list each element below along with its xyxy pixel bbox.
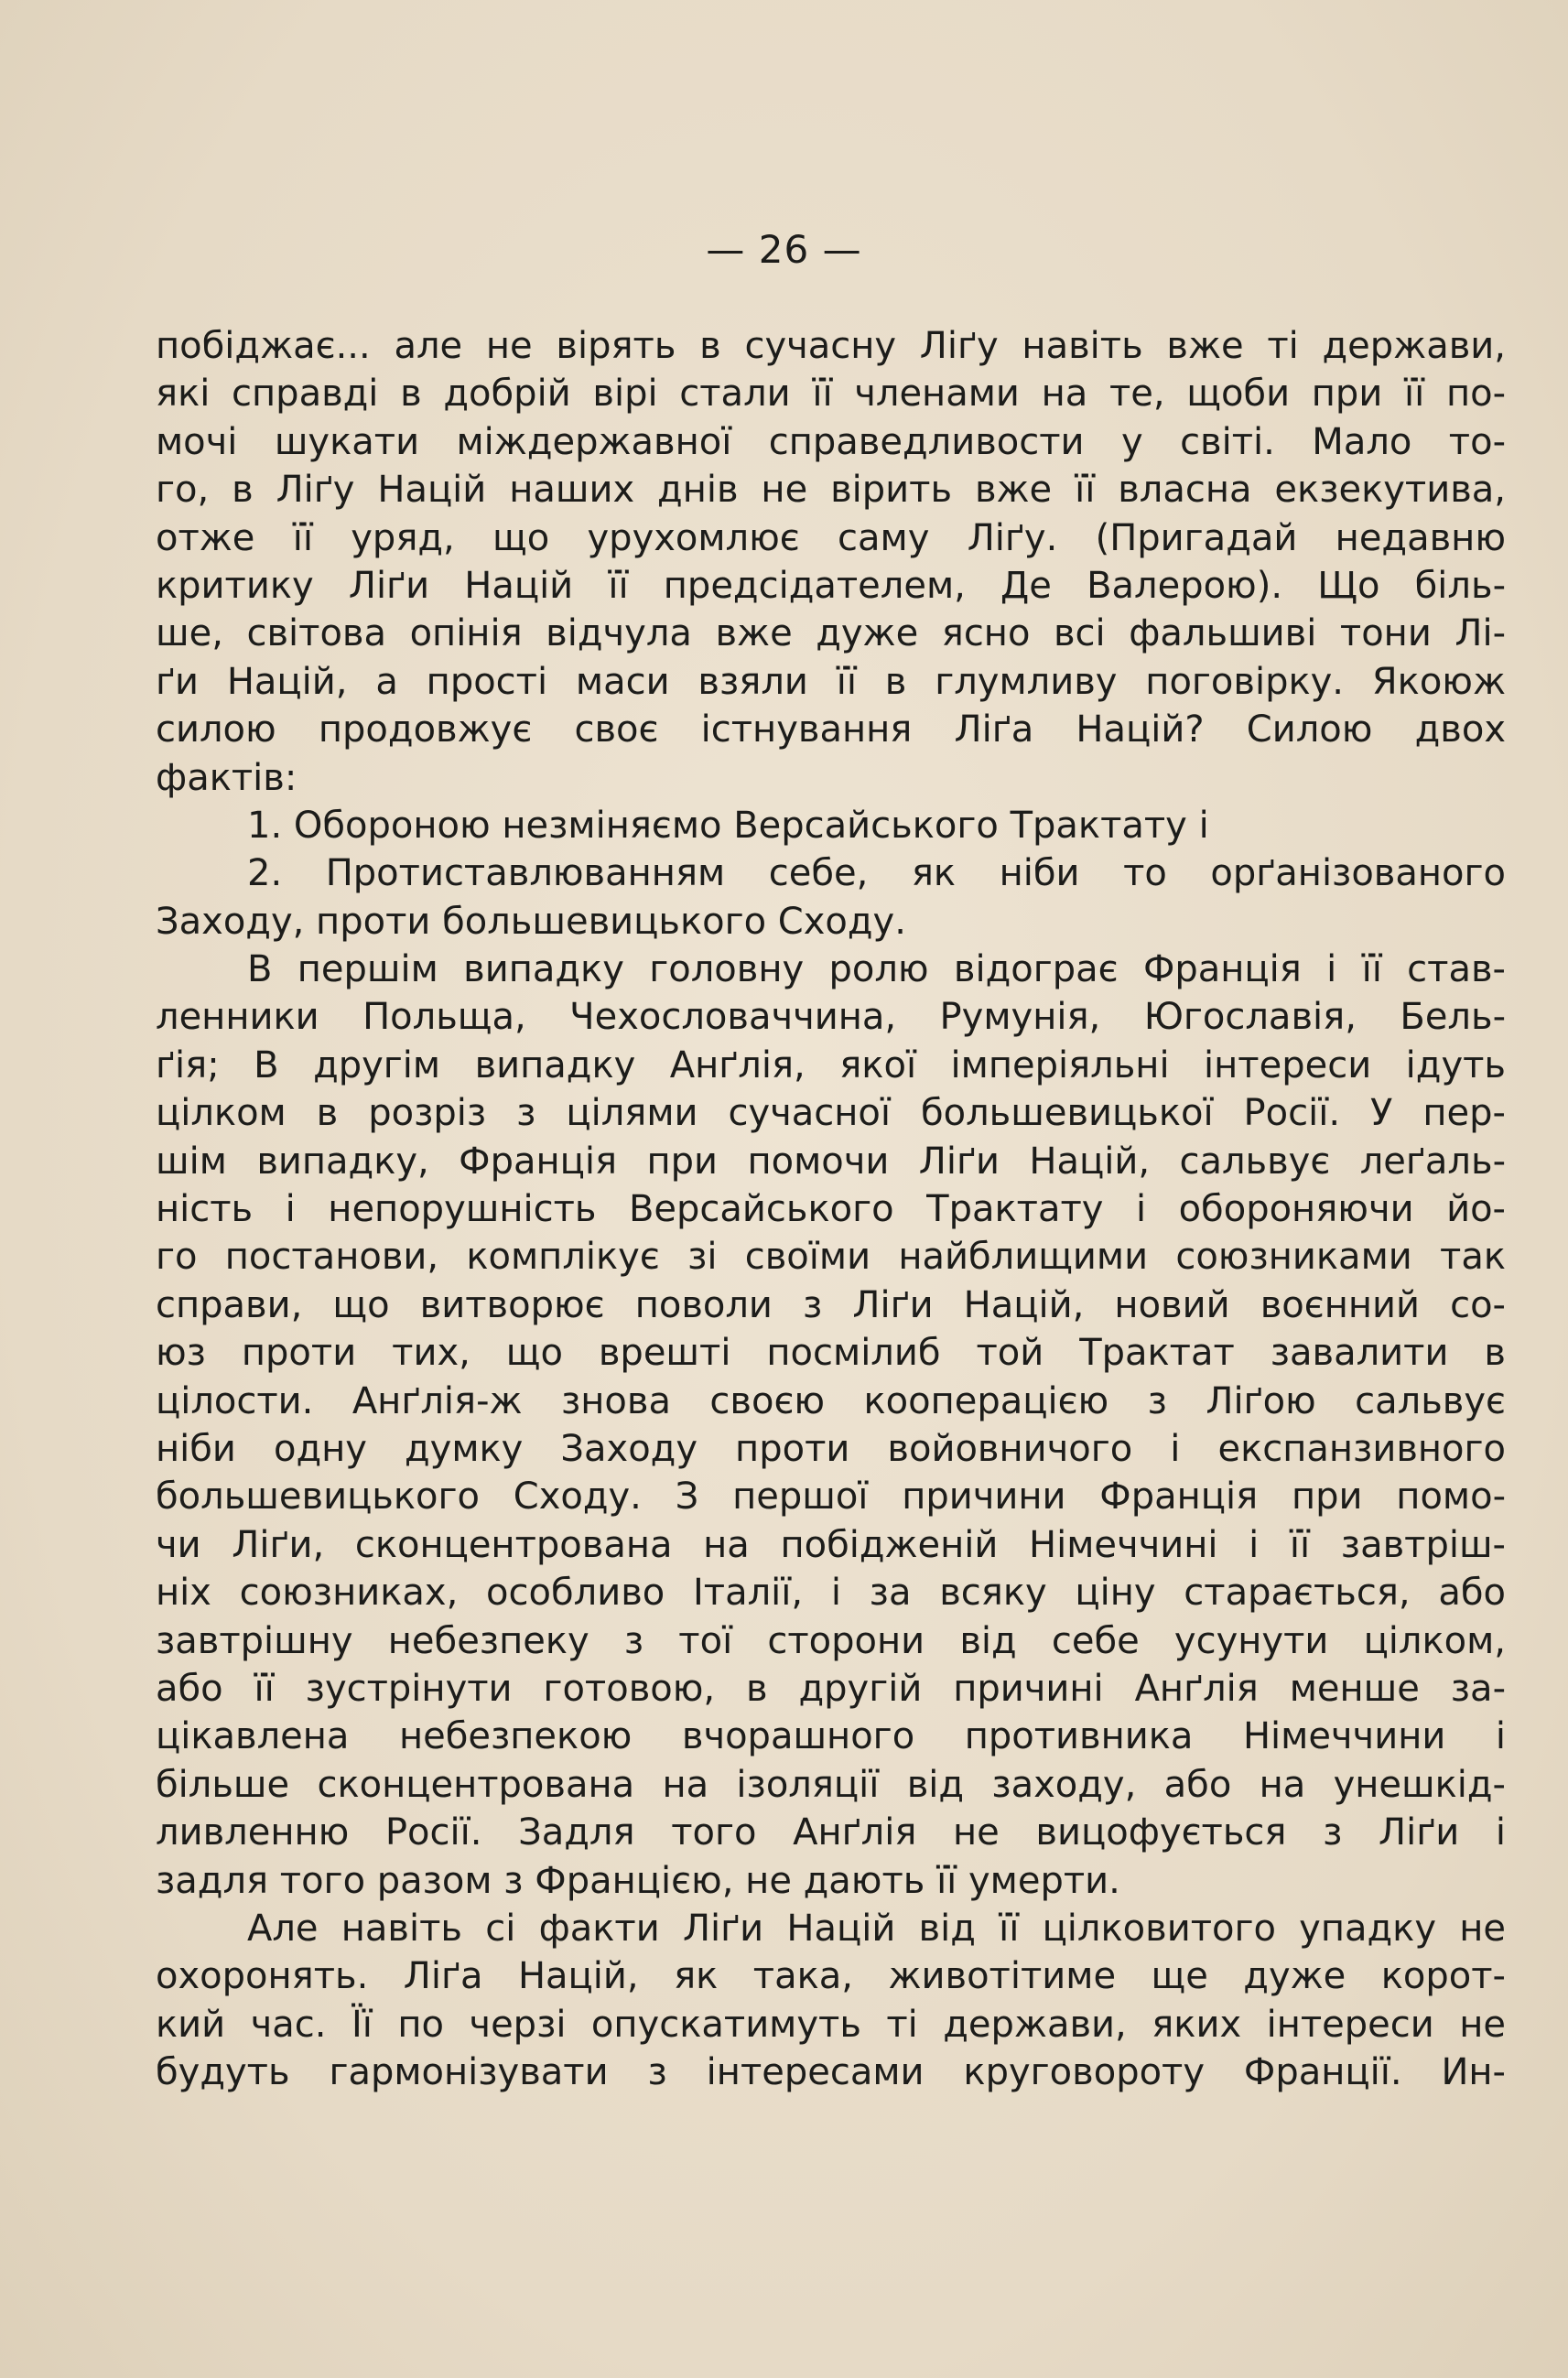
text-line: шім випадку, Франція при помочи Ліґи Націй, сальвує леґаль-	[156, 1140, 1506, 1183]
text-line: мочі шукати міждержавної справедливости у світі. Мало то-	[156, 420, 1506, 463]
text-line: силою продовжує своє істнування Ліґа Націй? Силою двох	[156, 708, 1506, 751]
text-line: ність і непорушність Версайського Трактату і обороняючи йо-	[156, 1188, 1506, 1231]
text-line: цілости. Анґлія-ж знова своєю кооперацією з Ліґою сальвує	[156, 1379, 1506, 1422]
text-line: ґія; В другім випадку Анґлія, якої імперіяльні інтереси ідуть	[156, 1043, 1506, 1086]
text-line: отже її уряд, що урухомлює саму Ліґу. (Пригадай недавню	[156, 516, 1506, 559]
text-line: Заходу, проти большевицького Сходу.	[156, 900, 906, 943]
text-line: ніх союзниках, особливо Італії, і за всяку ціну старається, або	[156, 1572, 1506, 1615]
text-line: большевицького Сходу. З першої причини Франція при помо-	[156, 1475, 1506, 1519]
text-line: го, в Ліґу Націй наших днів не вірить вже її власна екзекутива,	[156, 469, 1506, 512]
text-line: охоронять. Ліґа Націй, як така, животітиме ще дуже корот-	[156, 1955, 1506, 1998]
text-line: більше сконцентрована на ізоляції від заходу, або на унешкід-	[156, 1763, 1506, 1806]
text-line: ленники Польща, Чехословаччина, Румунія, Югославія, Бель-	[156, 996, 1506, 1039]
text-line: юз проти тих, що врешті посмілиб той Трактат завалити в	[156, 1332, 1506, 1375]
body-text	[156, 322, 1506, 2096]
text-line: го постанови, комплікує зі своїми найблищими союзниками так	[156, 1236, 1506, 1279]
text-line: задля того разом з Францією, не дають її умерти.	[156, 1859, 1120, 1902]
text-line: або її зустрінути готовою, в другій причині Анґлія менше за-	[156, 1667, 1506, 1710]
paragraph-start-line: Але навіть сі факти Ліґи Націй від її цілковитого упадку не	[247, 1907, 1506, 1950]
text-line: цікавлена небезпекою вчорашного противника Німеччини і	[156, 1715, 1506, 1758]
list-item: 1. Обороною незміняємо Версайського Трактату і	[247, 804, 1209, 847]
paragraph-start-line: В першім випадку головну ролю відограє Франція і її став-	[247, 948, 1506, 991]
text-line: чи Ліґи, сконцентрована на побідженій Німеччині і її завтріш-	[156, 1523, 1506, 1566]
list-item: 2. Протиставлюванням себе, як ніби то орґанізованого	[247, 852, 1506, 895]
text-line: ше, світова опінія відчула вже дуже ясно всі фальшиві тони Лі-	[156, 612, 1506, 655]
text-line: ґи Націй, а прості маси взяли її в глумливу поговірку. Якоюж	[156, 660, 1506, 703]
text-line: ніби одну думку Заходу проти войовничого і експанзивного	[156, 1427, 1506, 1470]
page-number: — 26 —	[706, 227, 862, 272]
text-line: критику Ліґи Націй її предсідателем, Де Валерою). Що біль-	[156, 564, 1506, 607]
text-line: ливленню Росії. Задля того Анґлія не вицофується з Ліґи і	[156, 1811, 1506, 1854]
text-line: побіджає... але не вірять в сучасну Ліґу навіть вже ті держави,	[156, 325, 1506, 367]
text-line: фактів:	[156, 756, 297, 799]
text-line: справи, що витворює поволи з Ліґи Націй, новий воєнний со-	[156, 1283, 1506, 1326]
text-line: будуть гармонізувати з інтересами круговороту Франції. Ин-	[156, 2051, 1506, 2094]
text-line: які справді в добрій вірі стали її членами на те, щоби при її по-	[156, 373, 1506, 416]
text-line: кий час. Її по черзі опускатимуть ті держави, яких інтереси не	[156, 2003, 1506, 2046]
text-line: цілком в розріз з цілями сучасної большевицької Росії. У пер-	[156, 1092, 1506, 1135]
text-line: завтрішну небезпеку з тої сторони від себе усунути цілком,	[156, 1619, 1506, 1662]
